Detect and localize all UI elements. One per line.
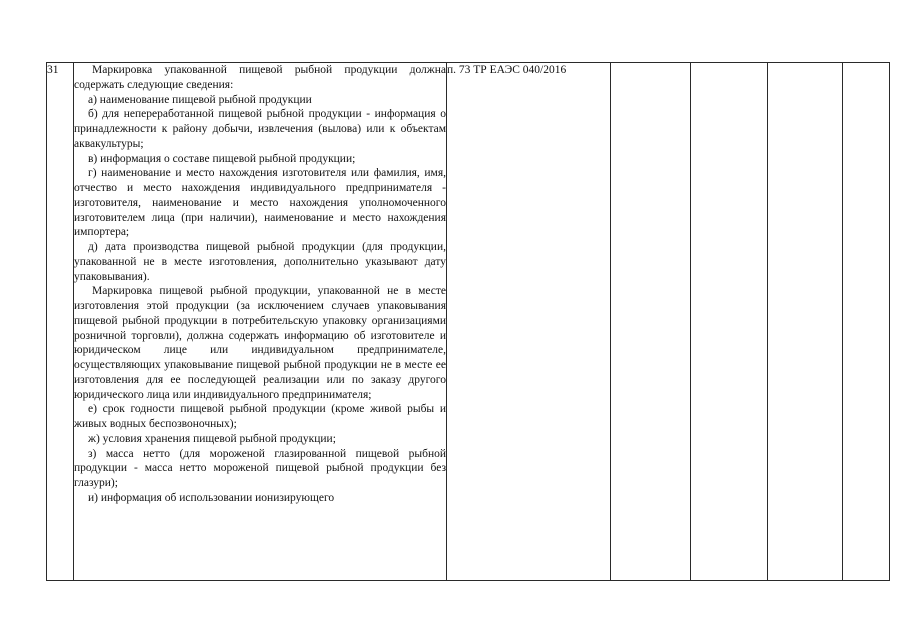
requirements-table	[46, 62, 890, 581]
empty-cell-5	[691, 63, 768, 581]
requirement-paragraph: е) срок годности пищевой рыбной продукции (кроме живой рыбы и живых водных беспозвоночных);	[74, 403, 446, 430]
requirement-paragraph: ж) условия хранения пищевой рыбной продукции;	[88, 432, 336, 445]
requirement-paragraph: в) информация о составе пищевой рыбной продукции;	[88, 152, 356, 165]
empty-cell-4	[611, 63, 691, 581]
row-number: 31	[47, 63, 74, 581]
requirement-paragraph: Маркировка пищевой рыбной продукции, упакованной не в месте изготовления этой продукции (за исключением случаев упаковывания пищевой рыбной продукции в потребительскую упаковку организациями розничной торговли), должна содержать информацию об изготовителе и юридическом лице или индивидуальном предпринимателе, осуществляющих упаковывание пищевой рыбной продукции не в месте ее изготовления для ее последующей реализации или по заказу другого юридического лица или индивидуального предпринимателя;	[74, 285, 446, 401]
table-row	[47, 63, 890, 581]
requirement-paragraph: и) информация об использовании ионизирующего	[88, 491, 335, 504]
regulation-reference: п. 73 ТР ЕАЭС 040/2016	[447, 63, 611, 581]
requirement-paragraph: а) наименование пищевой рыбной продукции	[88, 93, 312, 106]
requirement-paragraph: б) для непереработанной пищевой рыбной продукции - информация о принадлежности к району добычи, извлечения (вылова) или к объектам аквакультуры;	[74, 108, 446, 150]
empty-cell-7	[843, 63, 890, 581]
requirement-text-cell	[74, 63, 447, 581]
requirement-paragraph: д) дата производства пищевой рыбной продукции (для продукции, упакованной не в месте изготовления, дополнительно указывают дату упаковывания).	[74, 241, 446, 283]
empty-cell-6	[768, 63, 843, 581]
requirement-paragraph: г) наименование и место нахождения изготовителя или фамилия, имя, отчество и место нахождения индивидуального предпринимателя - изготовителя, наименование и место нахождения уполномоченного изготовителем лица (при наличии), наименование и место нахождения импортера;	[74, 167, 446, 239]
requirement-paragraph: Маркировка упакованной пищевой рыбной продукции должна содержать следующие сведения:	[74, 64, 446, 91]
requirement-paragraph: з) масса нетто (для мороженой глазированной пищевой рыбной продукции - масса нетто мороженой пищевой рыбной продукции без глазури);	[74, 447, 446, 489]
